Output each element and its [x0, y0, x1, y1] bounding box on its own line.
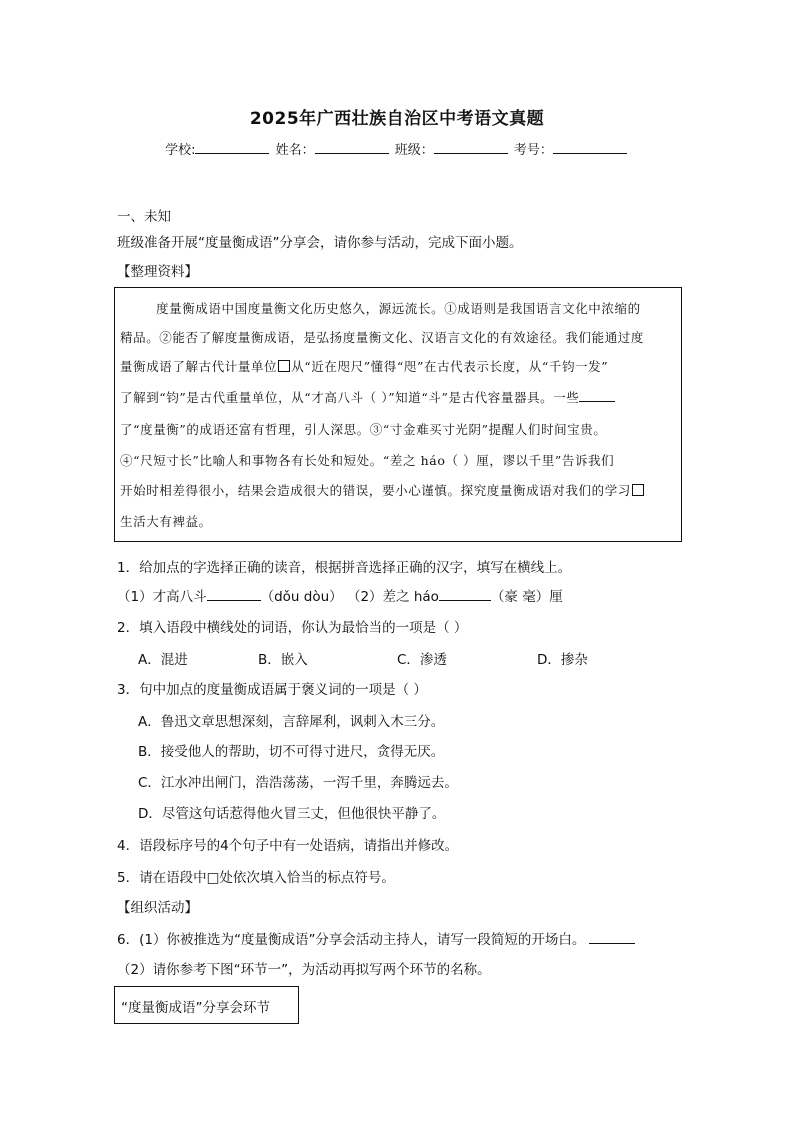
q1-part1-text: （1）才高八斗 [117, 589, 207, 605]
activity-segment-label: “度量衡成语”分享会环节 [121, 1000, 270, 1016]
q3-option-d[interactable]: D．尽管这句话惹得他火冒三丈，但他很快平静了。 [138, 806, 446, 822]
q6-part1-text: 6．(1）你被推选为“度量衡成语”分享会活动主持人，请写一段简短的开场白。 [117, 932, 586, 948]
q1-part1-blank[interactable] [207, 589, 261, 601]
passage-line: 精品。②能否了解度量衡成语，是弘扬度量衡文化、汉语言文化的有效途径。我们能通过度 [120, 330, 645, 345]
passage-text: 了解到“钧”是古代重量单位，从“才高八斗（ ）”知道“斗”是古代容量器具。一些 [120, 390, 580, 405]
q3-option-c[interactable]: C．江水冲出闸门，浩浩荡荡，一泻千里，奔腾远去。 [138, 775, 458, 791]
q1-part2-options: （豪 毫）厘 [490, 589, 563, 605]
passage-text: 量衡成语了解古代计量单位 [120, 359, 278, 374]
punctuation-blank [632, 484, 644, 496]
q2-option-a[interactable]: A．混进 [138, 652, 188, 668]
passage-line [120, 481, 645, 499]
passage-line: 了“度量衡”的成语还富有哲理，引人深思。③“寸金难买寸光阴”提醒人们时间宝贵。 [120, 422, 607, 437]
section-intro: 班级准备开展“度量衡成语”分享会，请你参与活动，完成下面小题。 [117, 235, 523, 251]
q4-stem: 4．语段标序号的4个句子中有一处语病，请指出并修改。 [117, 838, 459, 854]
q5-stem: 5．请在语段中□处依次填入恰当的标点符号。 [117, 870, 395, 886]
passage-line: 度量衡成语中国度量衡文化历史悠久，源远流长。①成语则是我国语言文化中浓缩的 [156, 301, 641, 316]
materials-heading: 【整理资料】 [117, 264, 198, 280]
q3-stem: 3．句中加点的度量衡成语属于褒义词的一项是（ ） [117, 682, 427, 698]
class-label: 班级： [394, 143, 434, 158]
q2-option-d[interactable]: D．掺杂 [537, 652, 588, 668]
name-label: 姓名： [275, 143, 315, 158]
passage-line: 生活大有裨益。 [120, 514, 212, 529]
q1-parts [117, 585, 563, 605]
punctuation-blank [278, 360, 290, 372]
passage-line [120, 357, 608, 375]
passage-text: 从“近在咫尺”懂得“咫”在古代表示长度，从“千钧一发” [291, 359, 609, 374]
page-title: 2025年广西壮族自治区中考语文真题 [249, 109, 545, 129]
q3-option-a[interactable]: A．鲁迅文章思想深刻，言辞犀利，讽刺入木三分。 [138, 714, 445, 730]
q6-part2: （2）请你参考下图“环节一”，为活动再拟写两个环节的名称。 [117, 962, 491, 978]
student-info-row [0, 139, 794, 158]
exam-no-blank[interactable] [553, 141, 627, 154]
passage-text: 开始时相差得很小，结果会造成很大的错误，要小心谨慎。探究度量衡成语对我们的学习 [120, 483, 631, 498]
q6-part1 [117, 928, 635, 948]
class-blank[interactable] [434, 141, 508, 154]
word-blank [579, 390, 615, 402]
q1-part2-text: （2）差之 háo [346, 589, 439, 605]
q3-option-b[interactable]: B．接受他人的帮助，切不可得寸进尺，贪得无厌。 [138, 744, 445, 760]
q2-stem: 2．填入语段中横线处的词语，你认为最恰当的一项是（ ） [117, 620, 468, 636]
section-heading: 一、未知 [117, 209, 171, 225]
passage-line: ④“尺短寸长”比喻人和事物各有长处和短处。“差之 háo（ ）厘，谬以千里”告诉我们 [120, 453, 615, 468]
passage-line [120, 388, 615, 406]
q1-part1-options: （dǒu dòu） [260, 589, 343, 605]
q1-part2-blank[interactable] [439, 589, 491, 601]
q2-option-b[interactable]: B．嵌入 [258, 652, 308, 668]
name-blank[interactable] [315, 141, 389, 154]
exam-no-label: 考号： [513, 143, 553, 158]
activity-segment-box [114, 986, 299, 1024]
activity-heading: 【组织活动】 [117, 900, 198, 916]
q2-option-c[interactable]: C．渗透 [397, 652, 447, 668]
q1-stem: 1．给加点的字选择正确的读音，根据拼音选择正确的汉字，填写在横线上。 [117, 560, 572, 576]
school-blank[interactable] [195, 141, 269, 154]
q6-part1-blank[interactable] [589, 932, 635, 944]
passage-box [114, 287, 682, 542]
school-label: 学校: [165, 143, 196, 158]
